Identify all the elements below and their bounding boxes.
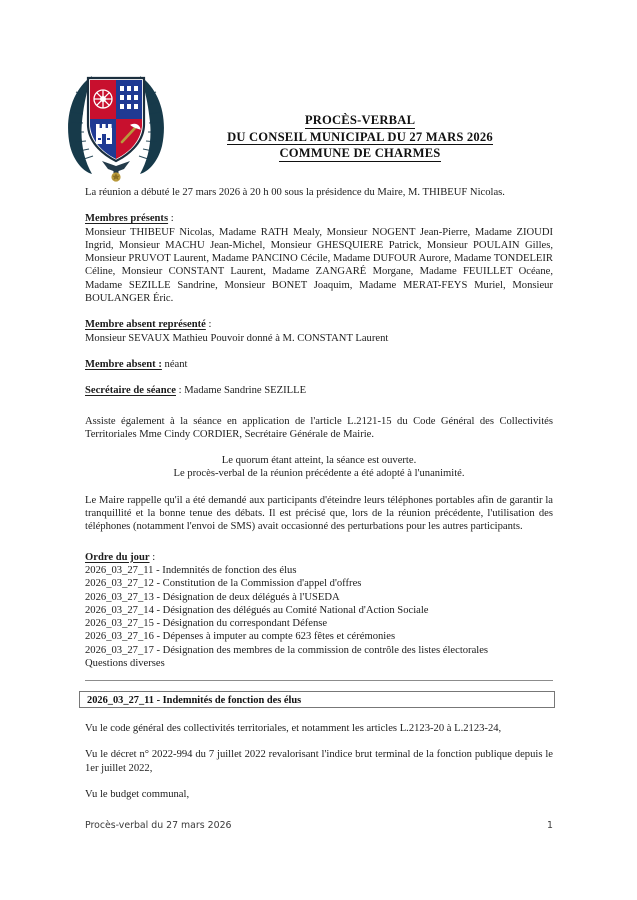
section-paragraph: Vu le code général des collectivités territoriales, et notamment les articles L.2123-20 à L.2123-24, [85,723,502,734]
agenda-item: 2026_03_27_11 - Indemnités de fonction des élus [85,564,297,576]
agenda-item: 2026_03_27_14 - Désignation des délégués au Comité National d'Action Sociale [85,604,429,616]
member-absent-represented-label: Membre absent représenté [85,319,206,331]
agenda-item: 2026_03_27_12 - Constitution de la Commission d'appel d'offres [85,578,362,590]
member-absent-represented-text: Monsieur SEVAUX Mathieu Pouvoir donné à M. CONSTANT Laurent [85,332,389,344]
member-absent-represented-heading [85,318,553,331]
document-header [0,62,637,184]
agenda-item: 2026_03_27_16 - Dépenses à imputer au compte 623 fêtes et cérémonies [85,631,396,643]
agenda-colon: : [149,551,156,563]
member-absent-represented-colon: : [205,319,212,331]
title-line-3: COMMUNE DE CHARMES [279,146,441,160]
agenda-heading [85,551,553,564]
quorum-line-1: Le quorum étant atteint, la séance est ouverte. [221,455,417,467]
members-present-heading [85,212,553,225]
members-present-list: Monsieur THIBEUF Nicolas, Madame RATH Mealy, Monsieur NOGENT Jean-Pierre, Madame ZIOUDI Ingrid, Monsieur MACHU Jean-Michel, Monsieur GHESQUIERE Patrick, Monsieur POULAIN Gilles, Monsieur PRUVOT Laurent, Madame PANCINO Cécile, Madame DUFOUR Aurore, Madame TONDELEIR Céline, Monsieur CONSTANT Laurent, Madame ZANGARÉ Morgane, Madame FEUILLET Océane, Madame SEZILLE Sandrine, Monsieur BONET Joaquim, Madame MERAT-FEYS Muriel, Monsieur BOULANGER Éric. [85,226,553,305]
secretary-label: Secrétaire de séance [85,385,176,397]
members-present-colon: : [168,213,174,225]
assistance-paragraph: Assiste également à la séance en application de l'article L.2121-15 du Code Général des Collectivités Territoriales Mme Cindy CORDIER, Secrétaire Générale de Mairie. [85,415,553,440]
opening-paragraph: La réunion a débuté le 27 mars 2026 à 20 h 00 sous la présidence du Maire, M. THIBEUF Nicolas. [85,187,505,198]
agenda-label: Ordre du jour [85,551,150,563]
page-title [150,112,570,162]
title-line-2: DU CONSEIL MUNICIPAL DU 27 MARS 2026 [227,129,493,144]
section-paragraph: Vu le décret n° 2022-994 du 7 juillet 2022 revalorisant l'indice brut terminal de la fonction publique depuis le 1er juillet 2022, [85,749,553,774]
secretary-colon: : [176,385,185,397]
section-title-box [79,691,555,708]
section-body [85,722,553,801]
title-line-1: PROCÈS-VERBAL [304,113,416,127]
section-title: 2026_03_27_11 - Indemnités de fonction des élus [87,695,302,706]
members-present-label: Membres présents [85,213,169,225]
agenda-item: 2026_03_27_15 - Désignation du correspondant Défense [85,618,328,630]
secretary-name: Madame Sandrine SEZILLE [184,385,307,397]
member-absent-line [85,358,553,371]
agenda-item: 2026_03_27_17 - Désignation des membres de la commission de contrôle des listes électorales [85,644,489,656]
secretary-line [85,384,553,397]
member-absent-text: néant [161,358,188,370]
section-paragraph: Vu le budget communal, [85,788,190,800]
section-divider [85,680,553,681]
page-footer [85,820,553,831]
document-body [85,186,553,670]
quorum-line-2: Le procès-verbal de la réunion précédente a été adopté à l'unanimité. [173,468,465,480]
phones-paragraph: Le Maire rappelle qu'il a été demandé aux participants d'éteindre leurs téléphones portables afin de garantir la tranquillité et la bonne tenue des débats. Il est précisé que, lors de la réunion précédente, l'utilisation des téléphones (notamment l'envoi de SMS) avait occasionné des perturbations pour les autres participants. [85,494,553,533]
agenda-item: Questions diverses [85,658,165,670]
footer-page-number: 1 [547,820,553,831]
footer-label: Procès-verbal du 27 mars 2026 [85,820,232,831]
member-absent-label: Membre absent : [85,358,162,370]
agenda-item: 2026_03_27_13 - Désignation de deux délégués à l'USEDA [85,591,340,603]
